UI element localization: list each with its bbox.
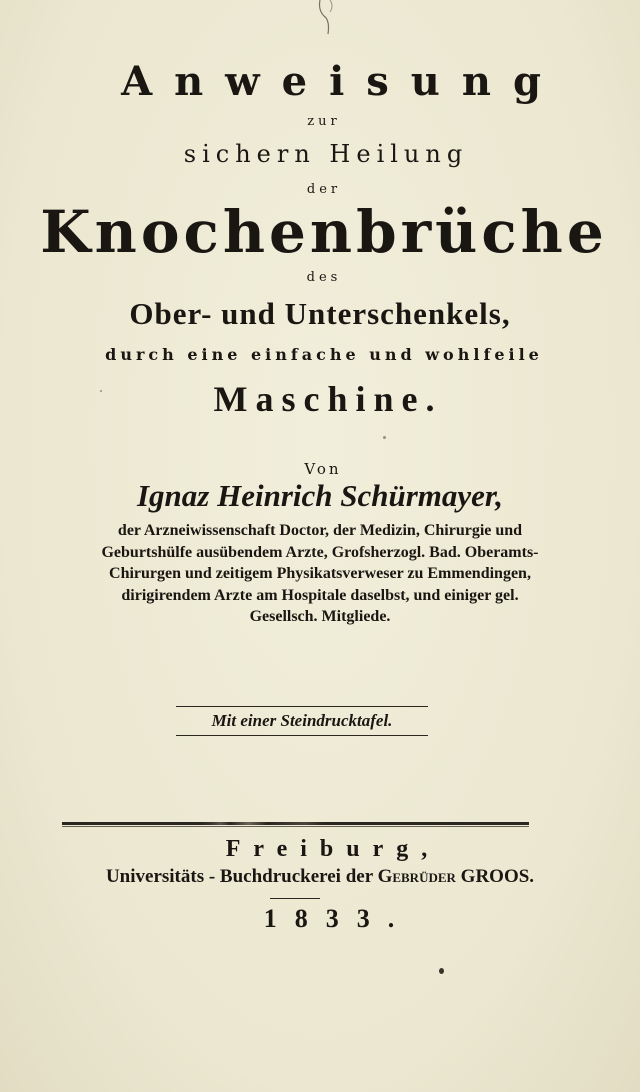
title-anweisung: Anweisung xyxy=(121,58,563,105)
binding-mark-icon xyxy=(300,0,350,40)
imprint-divider xyxy=(62,822,529,825)
author-von: Von xyxy=(304,460,342,478)
title-der: der xyxy=(306,182,342,197)
title-maschine: Maschine. xyxy=(213,379,443,419)
author-description xyxy=(0,520,640,628)
imprint-printer xyxy=(0,866,640,888)
author-description-line: dirigirendem Arzte am Hospitale daselbst, und einiger gel. xyxy=(121,586,519,604)
plate-note: Mit einer Steindrucktafel. xyxy=(211,711,393,730)
imprint-printer-name: GROOS. xyxy=(455,866,535,887)
author-description-line: Gesellsch. Mitgliede. xyxy=(249,608,391,625)
title-zur: zur xyxy=(307,114,341,129)
imprint-city: Freiburg, xyxy=(225,836,441,862)
title-knochenbrueche: Knochenbrüche xyxy=(40,198,608,266)
title-ober-unterschenkels: Ober- und Unterschenkels, xyxy=(129,296,511,331)
imprint-divider-thin xyxy=(62,826,529,827)
year-rule xyxy=(270,898,320,899)
author-description-line: der Arzneiwissenschaft Doctor, der Medizin, Chirurgie und xyxy=(117,522,523,539)
imprint-printer-prefix: Universitäts - Buchdruckerei der xyxy=(105,866,378,887)
imprint-year: 1833. xyxy=(263,904,413,933)
ink-speck xyxy=(383,436,386,439)
ink-speck xyxy=(439,968,444,974)
imprint-printer-brothers: Gebrüder xyxy=(377,866,456,887)
title-sichern-heilung: sichern Heilung xyxy=(183,140,469,168)
author-name: Ignaz Heinrich Schürmayer, xyxy=(136,478,504,513)
title-des: des xyxy=(306,270,342,285)
plate-note-box xyxy=(176,706,428,736)
title-durch-eine: durch eine einfache und wohlfeile xyxy=(105,345,543,364)
author-description-line: Chirurgen und zeitigem Physikatsverweser zu Emmendingen, xyxy=(109,565,531,582)
author-description-line: Geburtshülfe ausübendem Arzte, Grofsherzogl. Bad. Oberamts- xyxy=(101,543,539,561)
ink-speck xyxy=(100,390,102,392)
